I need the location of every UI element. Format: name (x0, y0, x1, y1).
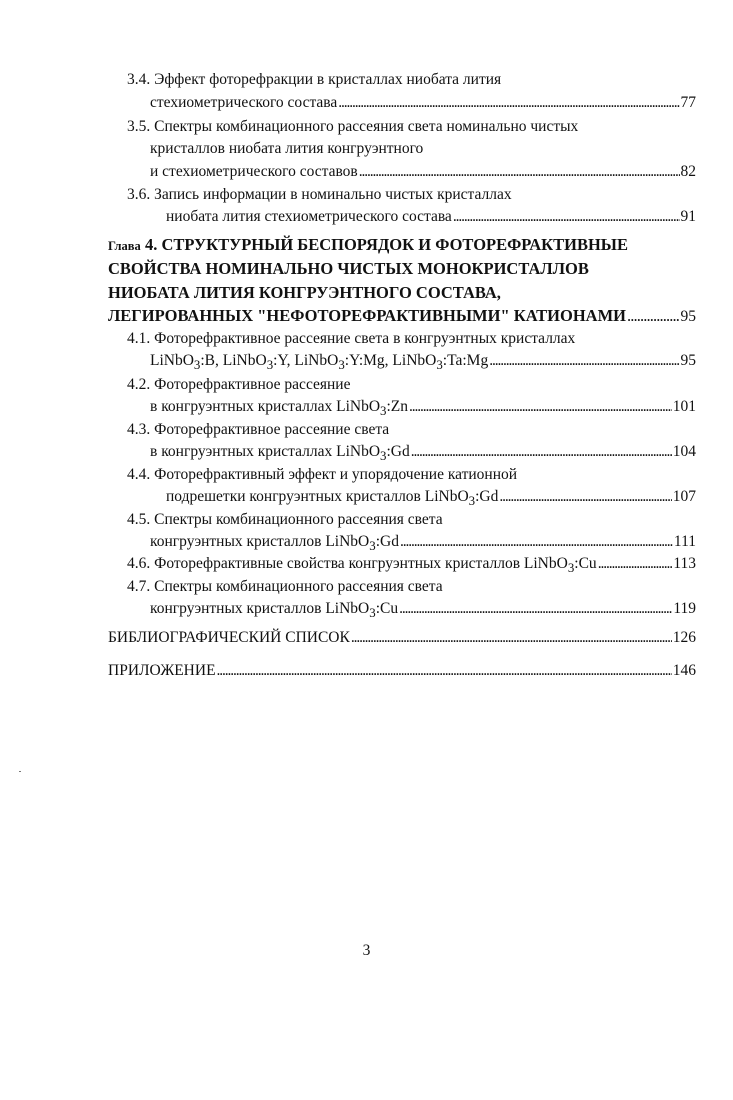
toc-page-number: 95 (680, 308, 696, 325)
toc-entry-3-4-title: 3.4. Эффект фоторефракции в кристаллах ниобата лития (127, 71, 502, 88)
toc-entry-3-5-title: 3.5. Спектры комбинационного рассеяния света номинально чистых (127, 118, 579, 135)
toc-page-number: 107 (672, 488, 696, 505)
toc-entry-3-6: ниобата лития стехиометрического состава . . . 91 (0, 206, 696, 228)
toc-entry-3-5-title-cont: кристаллов ниобата лития конгруэнтного (150, 140, 424, 157)
toc-entry-3-5: и стехиометрического составов . . . 82 (0, 161, 696, 183)
toc-page-number: 126 (672, 629, 696, 646)
toc-entry-4-2-title: 4.2. Фоторефрактивное рассеяние (127, 376, 351, 393)
toc-entry-appendix: ПРИЛОЖЕНИЕ . . . 146 (0, 660, 696, 682)
chapter-4-heading-cont: СВОЙСТВА НОМИНАЛЬНО ЧИСТЫХ МОНОКРИСТАЛЛОВ (108, 259, 589, 278)
toc-page-number: 82 (680, 163, 696, 180)
toc-entry-4-3-title: 4.3. Фоторефрактивное рассеяние света (127, 421, 390, 438)
toc-entry-4-4-title: 4.4. Фоторефрактивный эффект и упорядочение катионной (127, 466, 518, 483)
toc-entry-4-3: в конгруэнтных кристаллах LiNbO$_3$:Gd . . . 104 (0, 441, 696, 467)
toc-entry-bibliography: БИБЛИОГРАФИЧЕСКИЙ СПИСОК . . . 126 (0, 627, 696, 649)
toc-entry-4-6: 4.6. Фоторефрактивные свойства конгруэнтных кристаллов LiNbO$_3$:Cu . . . 113 (0, 553, 696, 579)
chapter-4-heading-cont: НИОБАТА ЛИТИЯ КОНГРУЭНТНОГО СОСТАВА, (108, 283, 501, 302)
toc-entry-3-4: стехиометрического состава . . . 77 (0, 92, 696, 114)
toc-entry-4-5: конгруэнтных кристаллов LiNbO$_3$:Gd . . . 111 (0, 531, 696, 557)
toc-page-number: 104 (672, 443, 696, 460)
toc-page-number: 95 (680, 352, 696, 369)
toc-page-number: 113 (673, 555, 696, 572)
toc-entry-3-6-title: 3.6. Запись информации в номинально чистых кристаллах (127, 186, 512, 203)
toc-page-number: 91 (680, 208, 696, 225)
toc-entry-4-1-title: 4.1. Фоторефрактивное рассеяние света в конгруэнтных кристаллах (127, 330, 576, 347)
chapter-4-entry: ЛЕГИРОВАННЫХ "НЕФОТОРЕФРАКТИВНЫМИ" КАТИОНАМИ . . . 95 (0, 304, 696, 329)
toc-page-number: 119 (673, 600, 696, 617)
toc-page-number: 101 (672, 398, 696, 415)
toc-page-number: 111 (673, 533, 696, 550)
chapter-4-heading: Глава 4. СТРУКТУРНЫЙ БЕСПОРЯДОК И ФОТОРЕФРАКТИВНЫЕ (108, 235, 629, 254)
toc-page-number: 77 (680, 94, 696, 111)
page-number: 3 (362, 942, 371, 959)
scan-speck (19, 771, 21, 772)
toc-entry-4-7: конгруэнтных кристаллов LiNbO$_3$:Cu . . . 119 (0, 598, 696, 624)
toc-entry-4-7-title: 4.7. Спектры комбинационного рассеяния света (127, 578, 443, 595)
toc-entry-4-4: подрешетки конгруэнтных кристаллов LiNbO$_3$:Gd . . . 107 (0, 486, 696, 512)
toc-page-number: 146 (672, 662, 696, 679)
toc-entry-4-2: в конгруэнтных кристаллах LiNbO$_3$:Zn . . . 101 (0, 396, 696, 422)
toc-entry-4-5-title: 4.5. Спектры комбинационного рассеяния света (127, 511, 443, 528)
toc-entry-4-1 (0, 350, 696, 376)
toc-entry-4-1-formulas: LiNbO$_3$:B, LiNbO$_3$:Y, LiNbO$_3$:Y:Mg, LiNbO$_3$:Ta:Mg (150, 352, 489, 373)
